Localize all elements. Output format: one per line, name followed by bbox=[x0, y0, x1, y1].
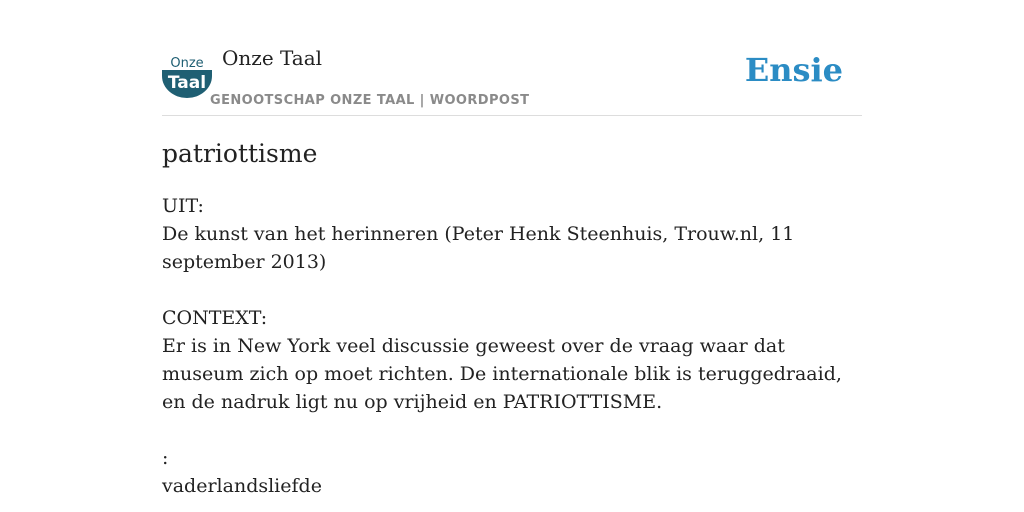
onze-taal-logo bbox=[162, 52, 212, 98]
header-divider bbox=[162, 115, 862, 116]
context-text: Er is in New York veel discussie geweest over de vraag waar dat museum zich op moet richten. De internationale blik is teruggedraaid, en de nadruk ligt nu op vrijheid en PATRIOTTISME. bbox=[162, 335, 842, 413]
page-title: patriottisme bbox=[162, 139, 318, 168]
brand-name: Onze Taal bbox=[222, 46, 323, 70]
spacer bbox=[162, 416, 862, 444]
logo-text-bottom: Taal bbox=[167, 73, 207, 93]
spacer bbox=[162, 276, 862, 304]
source-label: UIT: bbox=[162, 195, 204, 217]
source-line: De kunst van het herinneren (Peter Henk Steenhuis, Trouw.nl, 11 september 2013) bbox=[162, 223, 795, 273]
entry-content bbox=[162, 192, 862, 500]
brand-subtitle: GENOOTSCHAP ONZE TAAL | WOORDPOST bbox=[210, 93, 530, 108]
definition-label: : bbox=[162, 447, 169, 469]
site-logo-ensie[interactable]: Ensie bbox=[744, 51, 843, 89]
definition-text: vaderlandsliefde bbox=[162, 475, 322, 497]
context-label: CONTEXT: bbox=[162, 307, 268, 329]
logo-text-top: Onze bbox=[170, 56, 204, 71]
